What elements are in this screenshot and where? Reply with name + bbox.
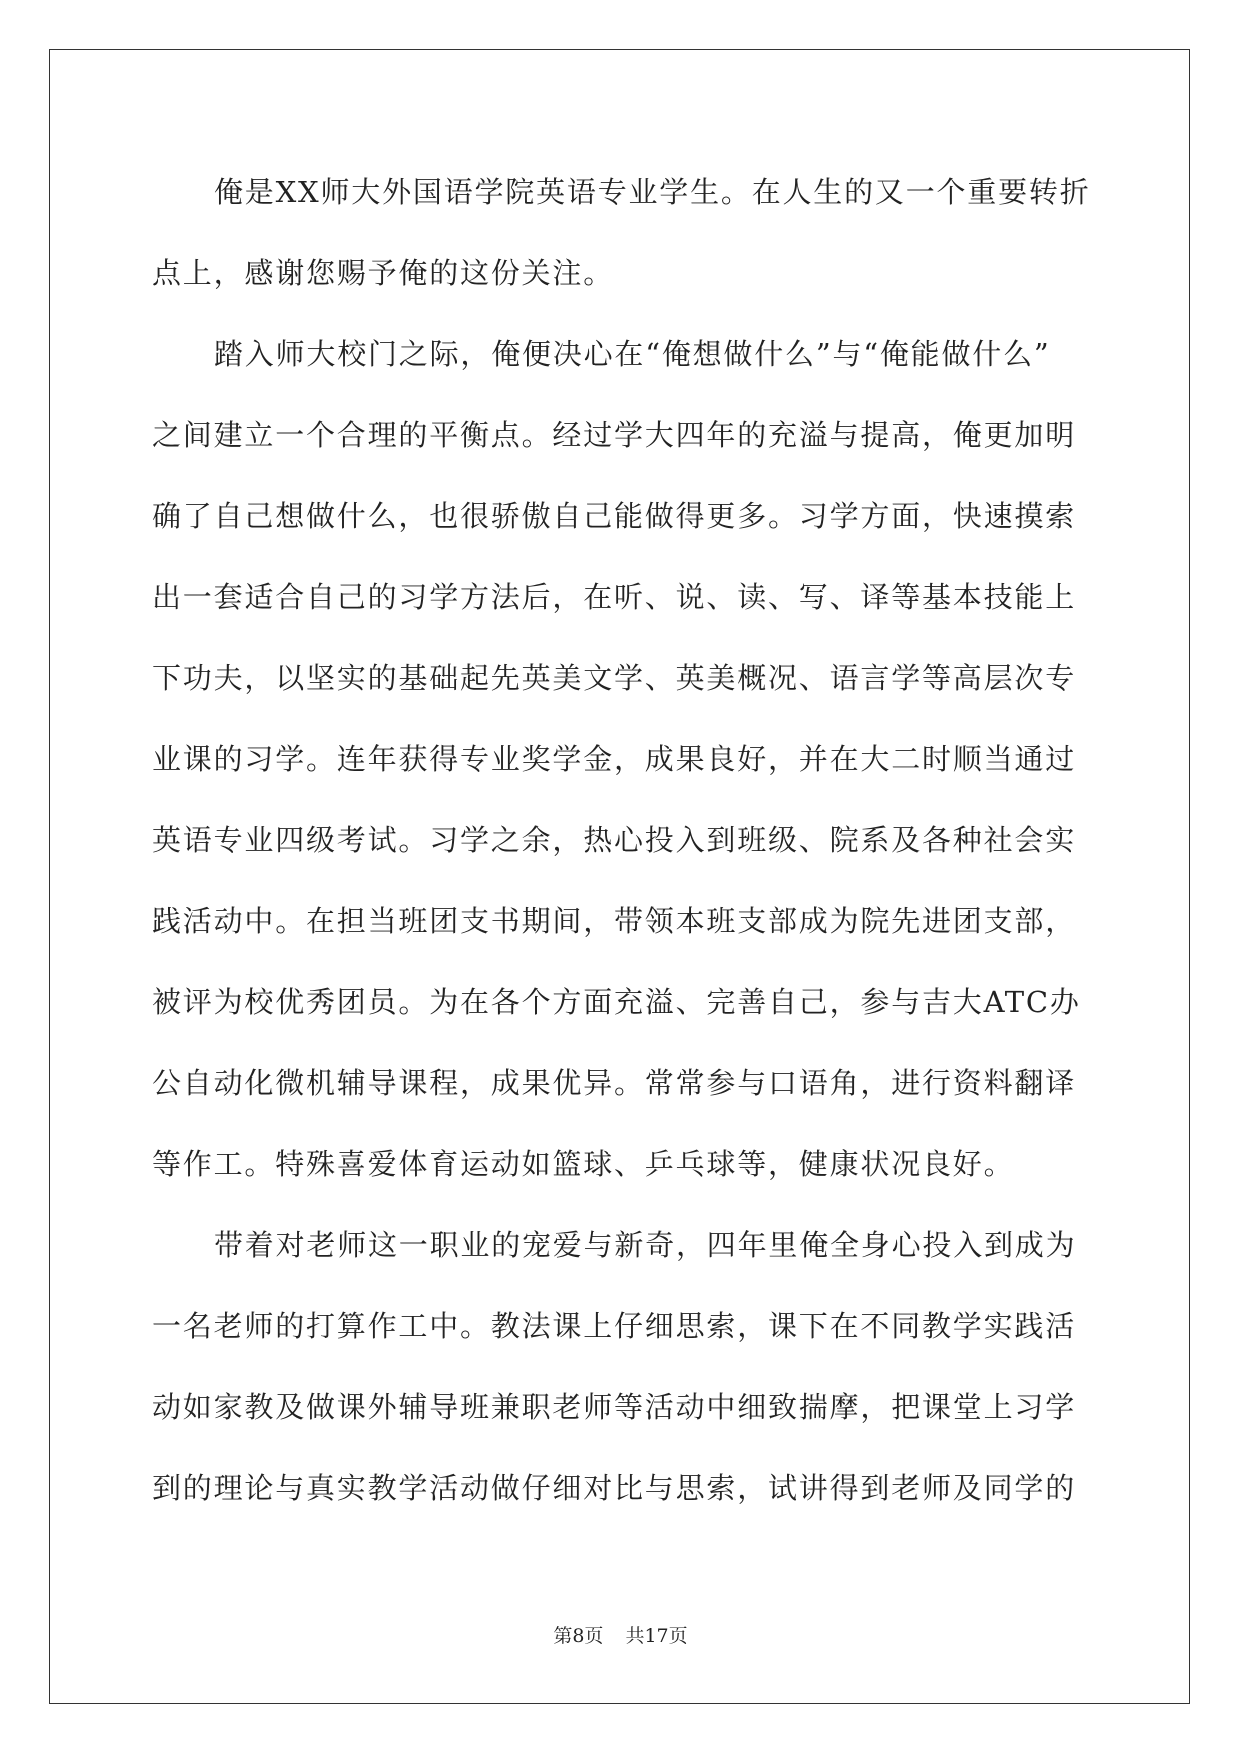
text-line: 之间建立一个合理的平衡点。经过学大四年的充溢与提高，俺更加明: [152, 418, 1077, 452]
document-body: [152, 152, 1092, 1529]
text-line: 被评为校优秀团员。为在各个方面充溢、完善自己，参与吉大ATC办: [152, 985, 1081, 1019]
text-line: 一名老师的打算作工中。教法课上仔细思索，课下在不同教学实践活: [152, 1309, 1077, 1343]
page-number-total: 共17页: [625, 1625, 688, 1647]
text-line: 踏入师大校门之际，俺便决心在“俺想做什么”与“俺能做什么”: [214, 337, 1051, 371]
text-line: 出一套适合自己的习学方法后，在听、说、读、写、译等基本技能上: [152, 580, 1077, 614]
text-line: 等作工。特殊喜爱体育运动如篮球、乒乓球等，健康状况良好。: [152, 1147, 1015, 1181]
text-line: 践活动中。在担当班团支书期间，带领本班支部成为院先进团支部，: [152, 904, 1077, 938]
page-number-current: 第8页: [553, 1625, 604, 1647]
text-line: 确了自己想做什么，也很骄傲自己能做得更多。习学方面，快速摸索: [152, 499, 1077, 533]
text-line: 下功夫，以坚实的基础起先英美文学、英美概况、语言学等高层次专: [152, 661, 1077, 695]
text-line: 公自动化微机辅导课程，成果优异。常常参与口语角，进行资料翻译: [152, 1066, 1077, 1100]
text-line: 业课的习学。连年获得专业奖学金，成果良好，并在大二时顺当通过: [152, 742, 1077, 776]
text-line: 英语专业四级考试。习学之余，热心投入到班级、院系及各种社会实: [152, 823, 1077, 857]
text-line: 动如家教及做课外辅导班兼职老师等活动中细致揣摩，把课堂上习学: [152, 1390, 1077, 1424]
text-line: 俺是XX师大外国语学院英语专业学生。在人生的又一个重要转折: [214, 175, 1091, 209]
text-line: 到的理论与真实教学活动做仔细对比与思索，试讲得到老师及同学的: [152, 1471, 1077, 1505]
page-footer: [0, 1621, 1241, 1648]
text-line: 点上，感谢您赐予俺的这份关注。: [152, 256, 615, 290]
text-line: 带着对老师这一职业的宠爱与新奇，四年里俺全身心投入到成为: [214, 1228, 1077, 1262]
